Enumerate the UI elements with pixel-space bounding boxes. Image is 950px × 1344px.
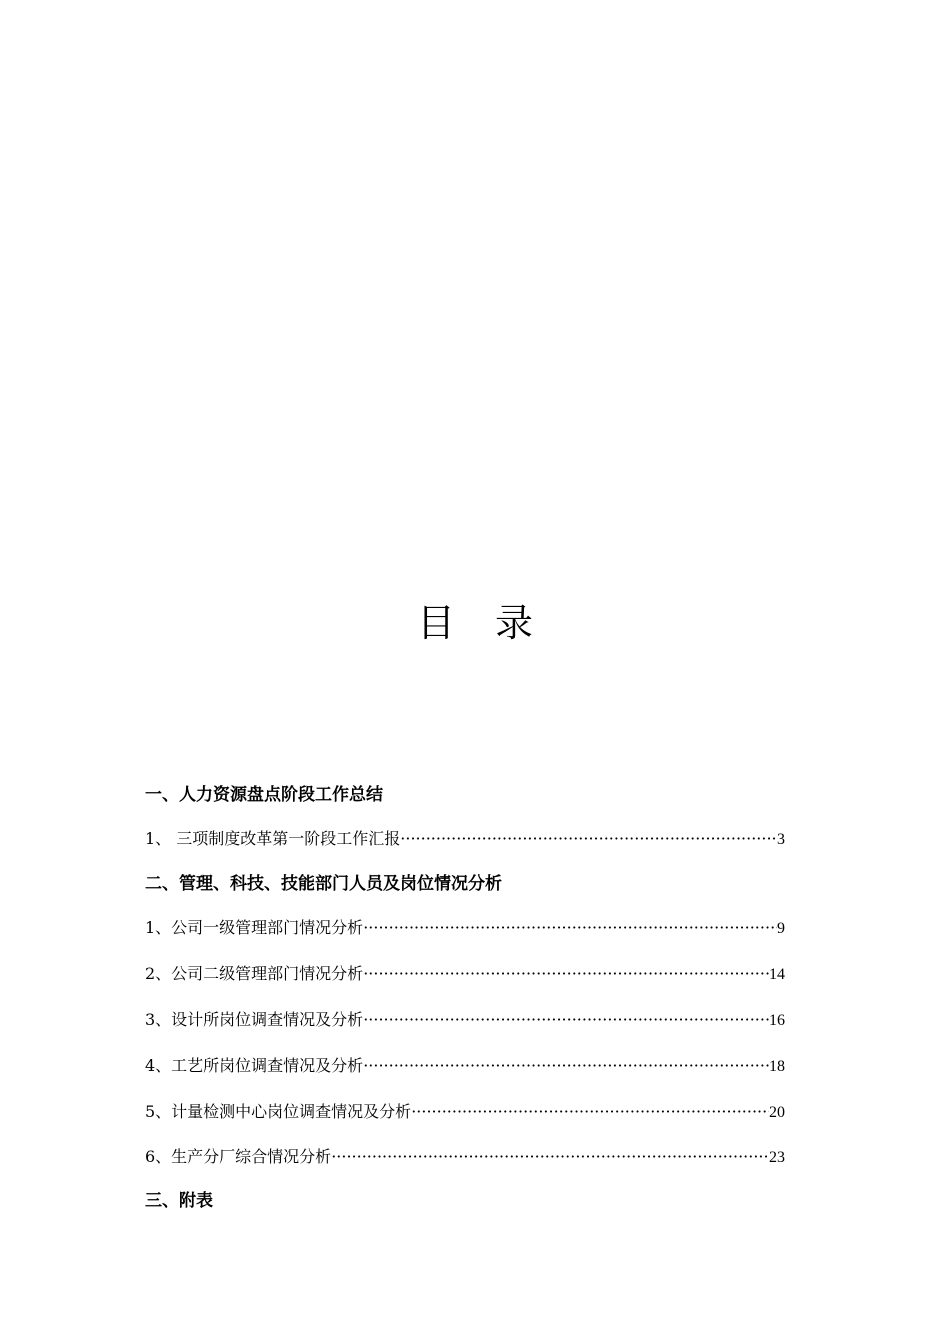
toc-entry-label: 6、生产分厂综合情况分析	[145, 1147, 332, 1166]
toc-section-heading-2[interactable]: 二、管理、科技、技能部门人员及岗位情况分析	[145, 874, 502, 894]
toc-section-heading-3[interactable]: 三、附表	[145, 1191, 213, 1211]
toc-entry-label: 5、计量检测中心岗位调查情况及分析	[145, 1102, 412, 1121]
toc-title	[0, 598, 950, 648]
toc-entry-1-1[interactable]	[145, 827, 785, 852]
toc-entry-2-1[interactable]	[145, 916, 785, 941]
toc-title-char-2: 录	[495, 601, 534, 645]
toc-entry-page-number: 3	[777, 831, 785, 848]
toc-entry-label: 4、工艺所岗位调查情况及分析	[145, 1056, 364, 1075]
toc-entry-label: 3、设计所岗位调查情况及分析	[145, 1010, 364, 1029]
toc-entry-page-number: 14	[769, 966, 785, 983]
toc-entry-label: 1、 三项制度改革第一阶段工作汇报	[145, 829, 401, 848]
toc-entry-page-number: 9	[777, 920, 785, 937]
toc-entry-2-3[interactable]	[145, 1008, 785, 1033]
toc-entry-page-number: 18	[769, 1058, 785, 1075]
toc-entry-2-2[interactable]	[145, 962, 785, 987]
toc-entry-2-4[interactable]	[145, 1054, 785, 1079]
dot-leader	[400, 827, 777, 851]
dot-leader	[363, 1008, 769, 1032]
toc-entry-label: 1、公司一级管理部门情况分析	[145, 918, 364, 937]
dot-leader	[363, 916, 777, 940]
dot-leader	[411, 1100, 769, 1124]
dot-leader	[363, 962, 769, 986]
toc-entry-2-6[interactable]	[145, 1145, 785, 1170]
toc-section-heading-1[interactable]: 一、人力资源盘点阶段工作总结	[145, 785, 383, 805]
toc-entry-page-number: 16	[769, 1012, 785, 1029]
toc-entry-page-number: 23	[769, 1149, 785, 1166]
dot-leader	[331, 1145, 769, 1169]
toc-entry-2-5[interactable]	[145, 1100, 785, 1125]
dot-leader	[363, 1054, 769, 1078]
toc-entry-page-number: 20	[769, 1104, 785, 1121]
toc-entry-label: 2、公司二级管理部门情况分析	[145, 964, 364, 983]
toc-title-char-1: 目	[416, 601, 455, 645]
